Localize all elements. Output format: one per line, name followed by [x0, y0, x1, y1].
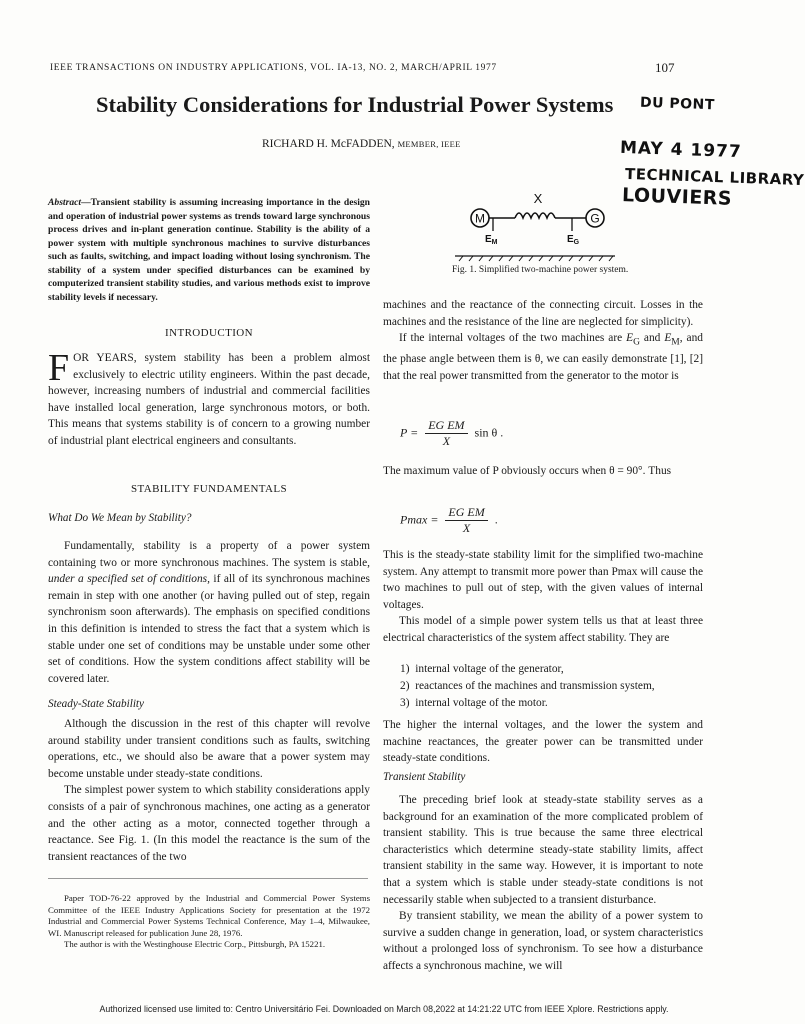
steady-state-p1: Although the discussion in the rest of this chapter will revolve around stability under transient conditions such as faults, switching operations, etc., we should also be aware that a power system may become unstable under steady-state conditions. [48, 718, 370, 780]
eq2-numerator: EG EM [445, 505, 487, 521]
what-stability-text-a: Fundamentally, stability is a property of a power system containing two or more synchronous machines. The system is stable, [48, 540, 370, 569]
stamp-place: LOUVIERS [621, 184, 733, 210]
paper-title: Stability Considerations for Industrial Power Systems [96, 92, 614, 117]
dropcap: F [48, 347, 70, 389]
abstract-text: —Transient stability is assuming increasing importance in the design and operation of industrial power systems as trends toward large synchronous process drives and in-plant generation continue. Stability is the ability of a power system with multiple synchronous machines to survive disturbances such as faults, switching, and impact loading without losing synchronism. The stability of a system under specified disturbances can be examined by computerized transient stability studies, and various methods exist to improve stability levels if necessary. [48, 197, 370, 303]
stamp-date: MAY 4 1977 [619, 137, 743, 163]
motor-label: M [475, 211, 485, 226]
eq1-rhs: sin θ . [474, 425, 504, 440]
eq1-numerator: EG EM [425, 418, 467, 434]
list-item: 2) reactances of the machines and transmission system, [400, 680, 655, 692]
subheading-steady-state: Steady-State Stability [48, 698, 145, 710]
equation-pmax [400, 505, 498, 536]
em-label: $E_M$ [485, 234, 498, 246]
transient-p2: By transient stability, we mean the ability of a power system to survive a sudden change in generation, load, or system characteristics without a prolonged loss of synchronism. To see how a disturbance affects a synchronous machine, we will [383, 910, 703, 972]
list-item: 1) internal voltage of the generator, [400, 663, 564, 675]
steady-state-paragraphs [48, 716, 370, 865]
page-footer: Authorized licensed use limited to: Centro Universitário Fei. Downloaded on March 08,2022 at 14:21:22 UTC from IEEE Xplore. Restrictions apply. [99, 1004, 669, 1014]
right-text-block-2 [383, 547, 703, 647]
footnote-p1: Paper TOD-76-22 approved by the Industrial and Commercial Power Systems Committee of the IEEE Industry Applications Society for presentation at the 1972 Industrial and Commercial Power Systems Technical Conference, May 1–4, Milwaukee, WI. Manuscript released for publication June 28, 1976. [48, 893, 370, 938]
stamp-library: TECHNICAL LIBRARY [624, 164, 805, 190]
figure-caption: Fig. 1. Simplified two-machine power system. [452, 265, 629, 275]
eg-label: $E_G$ [567, 234, 580, 246]
eq2-rhs: . [494, 512, 498, 527]
internal-voltage-paragraph: If the internal voltages of the two machines are $E_G$ and $E_M$, and the phase angle between them is θ, we can easily demonstrate [1], [2] that the real power transmitted from the generator to the motor is [383, 332, 703, 382]
transient-p1: The preceding brief look at steady-state stability serves as a background for an examination of the more complicated problem of transient stability. This is true because the same three electrical characteristics which determine steady-state stability limits, affect transient stability in the same way. However, it is important to note that a system which is stable under steady-state conditions is not necessarily stable when subjected to a transient disturbance. [383, 794, 703, 906]
stability-limit-paragraph: This is the steady-state stability limit for the simplified two-machine system. Any attempt to transmit more power than Pmax will cause the two machines to pull out of step, with the given values of internal voltages. [383, 549, 703, 611]
subheading-transient-stability: Transient Stability [383, 771, 466, 783]
model-paragraph: This model of a simple power system tells us that at least three electrical characteristics of the system affect stability. They are [383, 615, 703, 644]
right-text-block-1 [383, 297, 703, 384]
ground-hatching [459, 256, 613, 261]
section-heading-introduction: INTRODUCTION [165, 327, 253, 339]
generator-label: G [590, 211, 600, 226]
figure-circuit-diagram [455, 188, 625, 266]
abstract-label: Abstract [48, 197, 82, 208]
page-number: 107 [655, 60, 675, 75]
continuation-paragraph: machines and the reactance of the connecting circuit. Losses in the machines and the resistance of the line are neglected for simplicity). [383, 299, 703, 328]
what-stability-text-b: if all of its synchronous machines remain in step with one another (or having pulled out of step, regain synchronism soon afterwards). The emphasis on specified conditions in this definition is intended to stress the fact that a system which is stable under one set of conditions may be unstable under some other set of conditions. How the system conditions affect stability will be covered later. [48, 573, 370, 685]
stamp-org: DU PONT [639, 94, 716, 114]
higher-voltage-paragraph: The higher the internal voltages, and the lower the system and machine reactances, the greater power can be transmitted under steady-state conditions. [383, 719, 703, 765]
eq1-lhs: P = [400, 425, 419, 440]
reactance-coil [515, 213, 555, 218]
steady-state-p2: The simplest power system to which stability considerations apply consists of a pair of synchronous machines, one acting as a generator and the other acting as a motor, connected together through a reactance. See Fig. 1. (In this model the reactance is the sum of the transient reactances of the two [48, 784, 370, 863]
equation-power [400, 418, 503, 449]
introduction-text: OR YEARS, system stability has been a problem almost exclusively to electric utility engineers. Within the past decade, however, increasing numbers of industrial and commercial facilities have installed local generation, large synchronous motors, or both. This means that systems stability is of concern to a growing number of industrial plant electrical engineers and consultants. [48, 352, 370, 447]
author-name: RICHARD H. McFADDEN, [262, 138, 395, 150]
reactance-label: X [533, 191, 543, 206]
eq2-denominator: X [462, 521, 471, 535]
abstract [48, 196, 370, 304]
author-membership: MEMBER, IEEE [397, 139, 461, 149]
author-line [262, 138, 461, 150]
what-stability-paragraph [48, 538, 370, 687]
eq2-lhs: Pmax = [400, 512, 439, 527]
footnote [48, 893, 370, 951]
what-stability-emphasis: under a specified set of conditions, [48, 573, 210, 586]
introduction-paragraph [48, 347, 370, 450]
list-item: 3) internal voltage of the motor. [400, 697, 548, 709]
subheading-what-stability: What Do We Mean by Stability? [48, 512, 192, 524]
eq1-denominator: X [442, 434, 451, 448]
max-power-paragraph: The maximum value of P obviously occurs when θ = 90°. Thus [383, 465, 672, 477]
transient-paragraphs [383, 792, 703, 975]
running-head: IEEE TRANSACTIONS ON INDUSTRY APPLICATIONS, VOL. IA-13, NO. 2, MARCH/APRIL 1977 [50, 63, 497, 73]
footnote-rule [48, 878, 368, 879]
footnote-p2: The author is with the Westinghouse Electric Corp., Pittsburgh, PA 15221. [64, 939, 326, 950]
section-heading-fundamentals: STABILITY FUNDAMENTALS [130, 483, 288, 495]
